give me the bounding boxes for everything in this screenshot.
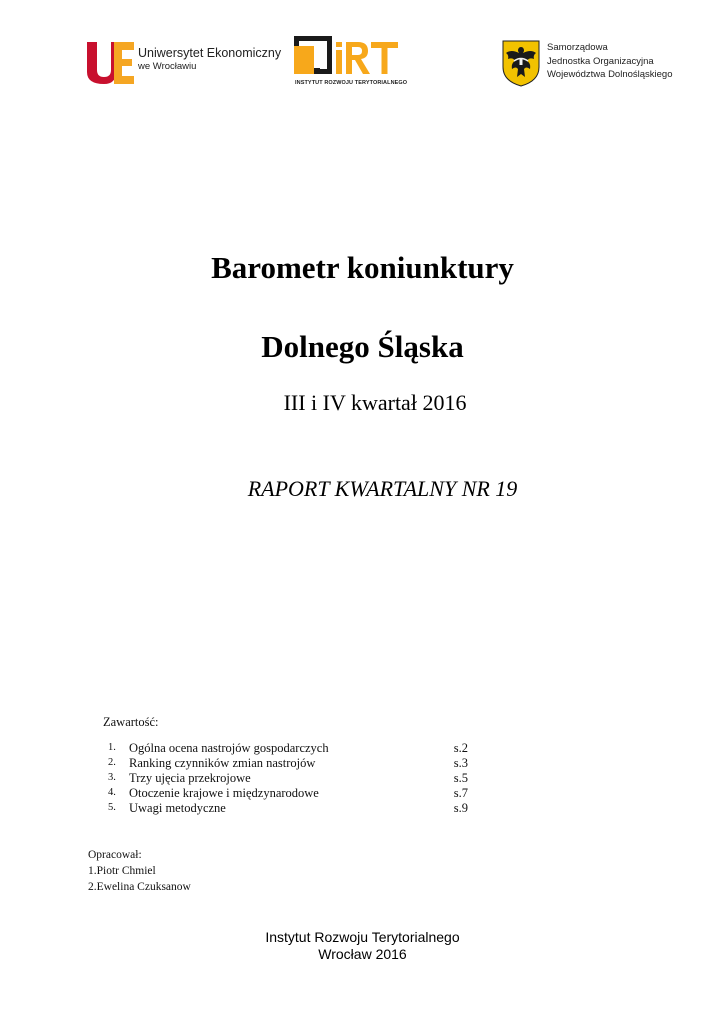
irt-logo bbox=[294, 36, 408, 90]
sjo-name-line2: Jednostka Organizacyjna bbox=[547, 55, 654, 67]
sjo-name-line1: Samorządowa bbox=[547, 42, 608, 53]
ue-logo bbox=[85, 40, 282, 90]
ue-logo-icon bbox=[85, 40, 135, 86]
footer bbox=[0, 929, 725, 963]
toc-item-number: 5. bbox=[108, 802, 116, 813]
footer-line2: Wrocław 2016 bbox=[318, 946, 407, 962]
toc-item-page: s.3 bbox=[453, 756, 468, 770]
footer-line1: Instytut Rozwoju Terytorialnego bbox=[265, 929, 460, 945]
ue-name-line2: we Wrocławiu bbox=[138, 61, 197, 72]
toc-item-text: Uwagi metodyczne bbox=[129, 801, 226, 815]
author-name: 1.Piotr Chmiel bbox=[88, 865, 156, 877]
toc-item-text: Trzy ujęcia przekrojowe bbox=[129, 771, 251, 785]
toc-item bbox=[108, 801, 468, 816]
sjo-name bbox=[547, 41, 673, 82]
toc-item-text: Ranking czynników zmian nastrojów bbox=[129, 756, 316, 770]
toc-item-number: 3. bbox=[108, 772, 116, 783]
irt-logo-icon bbox=[294, 36, 400, 80]
sjo-logo bbox=[501, 37, 701, 89]
subtitle: III i IV kwartał 2016 bbox=[283, 390, 467, 415]
toc-item bbox=[108, 786, 468, 801]
toc-item-number: 4. bbox=[108, 787, 116, 798]
toc-label: Zawartość: bbox=[103, 715, 159, 729]
irt-subtitle: INSTYTUT ROZWOJU TERYTORIALNEGO bbox=[295, 80, 408, 86]
table-of-contents bbox=[108, 741, 468, 816]
header bbox=[0, 0, 725, 110]
title-line1: Barometr koniunktury bbox=[211, 250, 514, 285]
toc-item bbox=[108, 756, 468, 771]
ue-name-line1: Uniwersytet Ekonomiczny bbox=[138, 46, 282, 60]
toc-item bbox=[108, 741, 468, 756]
toc-item-text: Otoczenie krajowe i międzynarodowe bbox=[129, 786, 319, 800]
authors-label: Opracował: bbox=[88, 849, 142, 861]
toc-item-page: s.2 bbox=[453, 741, 468, 755]
toc-item-text: Ogólna ocena nastrojów gospodarczych bbox=[129, 741, 329, 755]
toc-item-page: s.7 bbox=[453, 786, 468, 800]
author-name: 2.Ewelina Czuksanow bbox=[88, 881, 191, 893]
eagle-crest-icon bbox=[501, 39, 541, 87]
authors bbox=[88, 847, 191, 895]
sjo-name-line3: Województwa Dolnośląskiego bbox=[547, 69, 673, 80]
toc-item-page: s.5 bbox=[453, 771, 468, 785]
toc-item-number: 1. bbox=[108, 742, 116, 753]
title-line2: Dolnego Śląska bbox=[261, 329, 464, 364]
toc-item-page: s.9 bbox=[453, 801, 468, 815]
toc-item-number: 2. bbox=[108, 757, 116, 768]
report-label: RAPORT KWARTALNY NR 19 bbox=[247, 476, 518, 501]
toc-item bbox=[108, 771, 468, 786]
